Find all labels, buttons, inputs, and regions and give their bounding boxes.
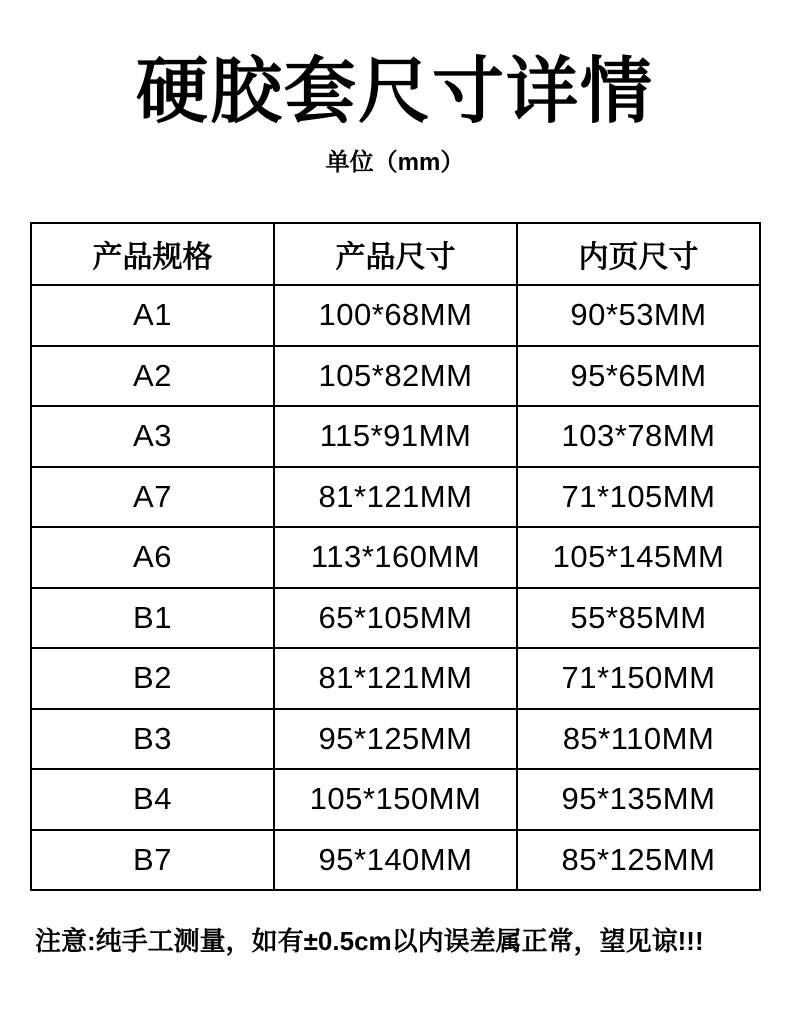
- inner-size-cell: 90*53MM: [517, 285, 760, 346]
- size-table: [30, 222, 761, 891]
- inner-size-cell: 85*110MM: [517, 709, 760, 770]
- size-table-body: [31, 285, 760, 890]
- table-row: [31, 467, 760, 528]
- table-row: [31, 648, 760, 709]
- table-row: [31, 285, 760, 346]
- product-size-cell: 105*150MM: [274, 769, 517, 830]
- product-size-cell: 113*160MM: [274, 527, 517, 588]
- spec-cell: A3: [31, 406, 274, 467]
- inner-size-cell: 103*78MM: [517, 406, 760, 467]
- table-row: [31, 830, 760, 891]
- inner-size-cell: 85*125MM: [517, 830, 760, 891]
- product-size-cell: 115*91MM: [274, 406, 517, 467]
- product-size-cell: 100*68MM: [274, 285, 517, 346]
- header-inner-page-size: 内页尺寸: [517, 223, 760, 285]
- spec-cell: A1: [31, 285, 274, 346]
- inner-size-cell: 55*85MM: [517, 588, 760, 649]
- header-product-size: 产品尺寸: [274, 223, 517, 285]
- inner-size-cell: 71*105MM: [517, 467, 760, 528]
- spec-cell: B4: [31, 769, 274, 830]
- spec-cell: B7: [31, 830, 274, 891]
- spec-cell: A2: [31, 346, 274, 407]
- table-row: [31, 588, 760, 649]
- product-size-cell: 95*140MM: [274, 830, 517, 891]
- product-size-cell: 95*125MM: [274, 709, 517, 770]
- inner-size-cell: 105*145MM: [517, 527, 760, 588]
- inner-size-cell: 71*150MM: [517, 648, 760, 709]
- inner-size-cell: 95*65MM: [517, 346, 760, 407]
- inner-size-cell: 95*135MM: [517, 769, 760, 830]
- table-row: [31, 346, 760, 407]
- spec-cell: B3: [31, 709, 274, 770]
- table-row: [31, 406, 760, 467]
- spec-cell: A6: [31, 527, 274, 588]
- spec-cell: B2: [31, 648, 274, 709]
- product-size-cell: 81*121MM: [274, 467, 517, 528]
- product-size-cell: 81*121MM: [274, 648, 517, 709]
- table-row: [31, 527, 760, 588]
- header-product-spec: 产品规格: [31, 223, 274, 285]
- product-size-cell: 105*82MM: [274, 346, 517, 407]
- spec-cell: A7: [31, 467, 274, 528]
- header-row: [31, 223, 760, 285]
- measurement-note: 注意:纯手工测量，如有±0.5cm以内误差属正常，望见谅!!!: [35, 926, 704, 956]
- unit-subtitle: 单位（mm）: [325, 149, 465, 176]
- spec-cell: B1: [31, 588, 274, 649]
- size-table-head: [31, 223, 760, 285]
- page-title: 硬胶套尺寸详情: [135, 52, 654, 132]
- product-size-cell: 65*105MM: [274, 588, 517, 649]
- table-row: [31, 709, 760, 770]
- table-row: [31, 769, 760, 830]
